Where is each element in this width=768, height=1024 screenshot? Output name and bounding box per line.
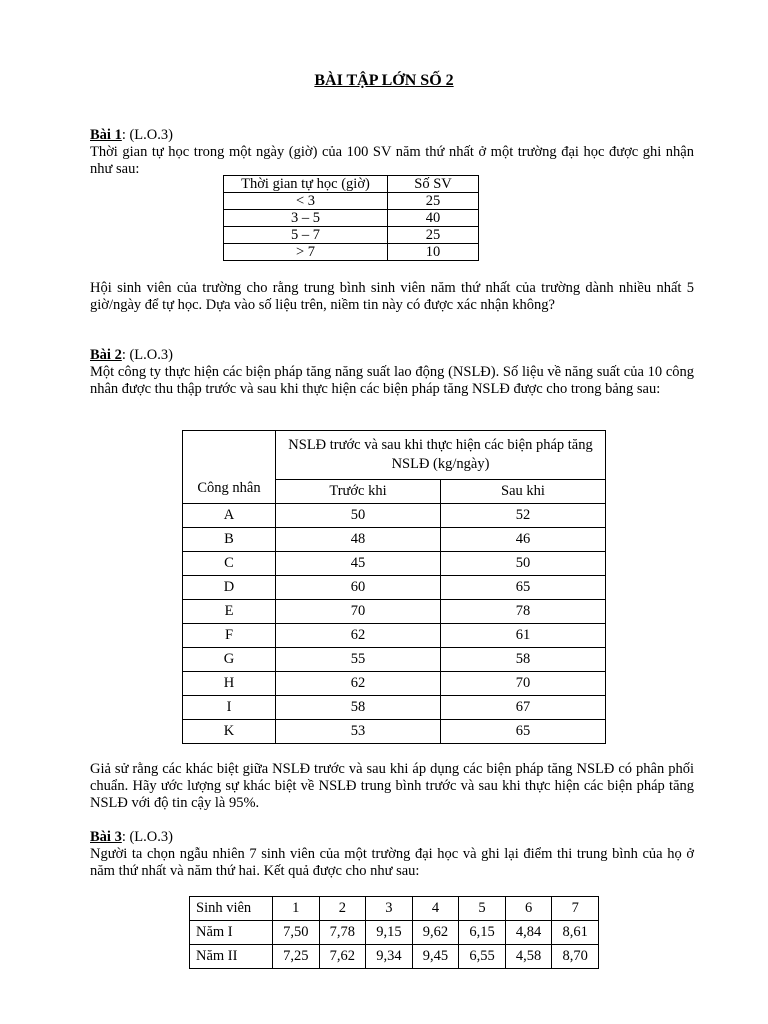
table-cell: 50 [441,552,606,576]
table-cell: 7,62 [319,945,366,969]
header-cell: 4 [412,897,459,921]
table-row [224,210,479,227]
table-cell: 3 – 5 [224,210,388,227]
header-cell: Thời gian tự học (giờ) [224,176,388,193]
exercise-1-suffix: : (L.O.3) [121,127,173,143]
exercise-3-heading [90,829,694,846]
exercise-2-label: Bài 2 [90,347,122,363]
table-row [224,244,479,261]
table-cell: H [183,672,276,696]
table-row [183,672,606,696]
table-cell: 70 [441,672,606,696]
table-cell: 25 [388,193,479,210]
table-cell: Năm II [190,945,273,969]
table-cell: 9,34 [366,945,413,969]
table-cell: 7,78 [319,921,366,945]
table-cell: B [183,528,276,552]
header-cell: Sinh viên [190,897,273,921]
header-cell-worker: Công nhân [183,431,276,504]
table-cell: 9,45 [412,945,459,969]
table-row [183,624,606,648]
exercise-2-question: Giả sử rằng các khác biệt giữa NSLĐ trước và sau khi áp dụng các biện pháp tăng NSLĐ có phân phối chuẩn. Hãy ước lượng sự khác biệt về NSLĐ trung bình trước và sau khi thực hiện các biện pháp tăng NSLĐ với độ tin cậy là 95%. [90,761,694,811]
exercise-3-suffix: : (L.O.3) [121,829,173,845]
table-cell: 46 [441,528,606,552]
header-cell: 5 [459,897,506,921]
table-row [183,696,606,720]
header-cell: 6 [505,897,552,921]
table-cell: I [183,696,276,720]
table-row [183,648,606,672]
table-cell: 48 [276,528,441,552]
table-cell: 45 [276,552,441,576]
exercise-2-intro: Một công ty thực hiện các biện pháp tăng năng suất lao động (NSLĐ). Số liệu về năng suất của 10 công nhân được thu thập trước và sau khi thực hiện các biện pháp tăng NSLĐ được cho trong bảng sau: [90,364,694,397]
exercise-1-label: Bài 1 [90,127,122,143]
exercise-1-question: Hội sinh viên của trường cho rằng trung bình sinh viên năm thứ nhất của trường dành nhiều nhất 5 giờ/ngày để tự học. Dựa vào số liệu trên, niềm tin này có được xác nhận không? [90,280,694,313]
table-cell: 6,15 [459,921,506,945]
table-cell: D [183,576,276,600]
table-row [224,193,479,210]
table-cell: 53 [276,720,441,744]
table-header-row [224,176,479,193]
table-cell: 4,58 [505,945,552,969]
table-cell: 8,70 [552,945,599,969]
table-row [183,600,606,624]
table-cell: G [183,648,276,672]
table-cell: 65 [441,576,606,600]
productivity-table [182,430,606,744]
table-cell: 65 [441,720,606,744]
table-cell: 9,62 [412,921,459,945]
header-cell: 1 [273,897,320,921]
table-cell: 62 [276,672,441,696]
exercise-2-heading [90,347,694,364]
header-cell-before: Trước khi [276,480,441,504]
table-header-row [183,431,606,480]
table-cell: 58 [276,696,441,720]
header-cell: 7 [552,897,599,921]
exercise-1-heading [90,127,694,144]
table-row [183,552,606,576]
table-row [190,921,599,945]
table-cell: 52 [441,504,606,528]
page-title: BÀI TẬP LỚN SỐ 2 [314,72,454,89]
table-row [183,720,606,744]
table-cell: 78 [441,600,606,624]
header-cell: Số SV [388,176,479,193]
table-cell: 50 [276,504,441,528]
study-time-table [223,175,479,261]
table-cell: F [183,624,276,648]
exercise-3-label: Bài 3 [90,829,122,845]
table-header-row [190,897,599,921]
table-cell: 7,50 [273,921,320,945]
table-cell: C [183,552,276,576]
table-row [190,945,599,969]
table-cell: 4,84 [505,921,552,945]
table-cell: 10 [388,244,479,261]
table-cell: A [183,504,276,528]
table-cell: 6,55 [459,945,506,969]
table-row [183,576,606,600]
table-cell: 9,15 [366,921,413,945]
header-cell-after: Sau khi [441,480,606,504]
table-cell: 7,25 [273,945,320,969]
table-row [183,504,606,528]
table-cell: 25 [388,227,479,244]
header-cell: 3 [366,897,413,921]
exercise-3-intro: Người ta chọn ngẫu nhiên 7 sinh viên của một trường đại học và ghi lại điểm thi trung bình của họ ở năm thứ nhất và năm thứ hai. Kết quả được cho như sau: [90,846,694,879]
header-cell-group: NSLĐ trước và sau khi thực hiện các biện pháp tăng NSLĐ (kg/ngày) [276,431,606,480]
table-cell: K [183,720,276,744]
table-cell: E [183,600,276,624]
table-cell: 40 [388,210,479,227]
table-cell: 8,61 [552,921,599,945]
header-cell: 2 [319,897,366,921]
table-cell: 61 [441,624,606,648]
grades-table [189,896,599,969]
table-cell: Năm I [190,921,273,945]
table-cell: 60 [276,576,441,600]
table-cell: 5 – 7 [224,227,388,244]
table-cell: 67 [441,696,606,720]
exercise-1-intro: Thời gian tự học trong một ngày (giờ) của 100 SV năm thứ nhất ở một trường đại học được ghi nhận như sau: [90,144,694,177]
table-cell: 70 [276,600,441,624]
table-cell: 55 [276,648,441,672]
table-row [224,227,479,244]
table-cell: > 7 [224,244,388,261]
table-cell: 62 [276,624,441,648]
exercise-2-suffix: : (L.O.3) [121,347,173,363]
table-cell: 58 [441,648,606,672]
table-row [183,528,606,552]
table-cell: < 3 [224,193,388,210]
